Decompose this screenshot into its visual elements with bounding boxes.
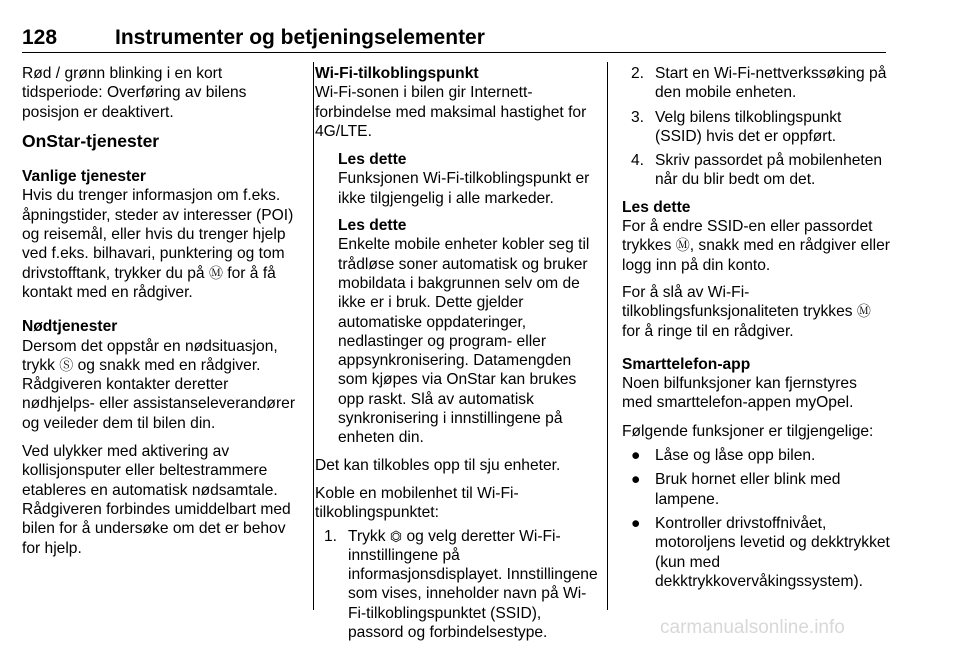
onstar-button-icon: Ⓜ [208, 264, 223, 281]
list-item: 1. Trykk ⏣ og velg deretter Wi-Fi-innstillingene på informasjonsdisplayet. Innstillingene som vises, inneholder navn på Wi-Fi-tilkoblingspunktet (SSID), passord og forbindelsestype. [324, 527, 598, 642]
step-number: 1. [324, 527, 338, 545]
list-item: ● Låse og låse opp bilen. [631, 447, 816, 465]
paragraph: Koble en mobilenhet til Wi-Fi-tilkoblingspunktet: [315, 484, 519, 522]
list-intro: Følgende funksjoner er tilgjengelige: [622, 422, 874, 440]
bullet: ● [631, 471, 641, 489]
note-box [315, 216, 599, 448]
note-text: Funksjonen Wi-Fi-tilkoblingspunkt er ikke tilgjengelig i alle markeder. [338, 170, 590, 207]
subheading-app: Smarttelefon-app [622, 355, 751, 373]
watermark: carmanualsonline.info [660, 617, 845, 638]
list-item: 3. Velg bilens tilkoblingspunkt (SSID) hvis det er oppført. [631, 108, 842, 145]
list-item: ● Bruk hornet eller blink med lampene. [631, 471, 841, 508]
note-label: Les dette [622, 198, 691, 216]
emergency-text-2: Ved ulykker med aktivering av kollisjonsputer eller beltestrammere etableres en automatisk nødsamtale. Rådgiveren forbindes umiddelbart med bilen for å undersøke om det er behov for hjelp. [22, 443, 291, 557]
regular-services-text: Hvis du trenger informasjon om f.eks. åpningstider, steder av interesser (POI) og reisemål, eller hvis du trenger hjelp ved f.eks. bilhavari, punktering og tom drivstofftank, trykker du på Ⓜ for å få kontakt med en rådgiver. [22, 187, 294, 301]
wifi-button-icon: ⏣ [389, 527, 403, 544]
step-number: 4. [631, 152, 645, 170]
subheading-emergency: Nødtjenester [22, 318, 118, 336]
note-box [315, 150, 599, 208]
paragraph: For å slå av Wi-Fi-tilkoblingsfunksjonaliteten trykkes Ⓜ for å ringe til en rådgiver. [622, 283, 871, 340]
note-box: Les dette For å endre SSID-en eller passordet trykkes Ⓜ, snakk med en rådgiver eller logg inn på din konto. [622, 198, 890, 274]
step-number: 3. [631, 108, 645, 126]
section-heading: OnStar-tjenester [22, 130, 160, 151]
app-text: Noen bilfunksjoner kan fjernstyres med smarttelefon-appen myOpel. [622, 375, 857, 412]
column-divider-1 [313, 62, 314, 610]
emergency-text: Dersom det oppstår en nødsituasjon, trykk Ⓢ og snakk med en rådgiver. Rådgiveren kontakter deretter nødhjelps- eller assistanseleverandører og veileder dem til bilen din. [22, 337, 296, 432]
note-text: Enkelte mobile enheter kobler seg til trådløse soner automatisk og bruker mobildata i bakgrunnen selv om de ikke er i bruk. Dette gjelder automatiske oppdateringer, nedlastinger og program- eller appsynkronisering. Datamengden som kjøpes via OnStar kan brukes opp raskt. Slå av automatisk synkronisering i innstillingene på enheten din. [338, 236, 590, 447]
column-2 [315, 64, 599, 647]
column-divider-2 [607, 62, 608, 610]
wifi-text: Wi-Fi-sonen i bilen gir Internett-forbindelse med maksimal hastighet for 4G/LTE. [315, 84, 587, 140]
list-item: 2. Start en Wi-Fi-nettverkssøking på den mobile enheten. [631, 65, 887, 102]
paragraph: Det kan tilkobles opp til sju enheter. [315, 456, 561, 474]
intro-paragraph: Rød / grønn blinking i en kort tidsperiode: Overføring av bilens posisjon er deaktivert. [22, 65, 247, 121]
subheading-wifi: Wi-Fi-tilkoblingspunkt [315, 65, 479, 82]
note-label: Les dette [338, 151, 407, 169]
onstar-button-icon: Ⓜ [856, 303, 871, 320]
list-item: 4. Skriv passordet på mobilenheten når du blir bedt om det. [631, 152, 883, 189]
header-divider [22, 52, 886, 53]
page-number: 128 [22, 26, 58, 49]
subheading-regular-services: Vanlige tjenester [22, 168, 146, 186]
page-title: Instrumenter og betjeningselementer [115, 26, 485, 49]
sos-button-icon: Ⓢ [59, 356, 74, 373]
column-3 [622, 64, 890, 596]
column-1 [22, 64, 304, 567]
step-number: 2. [631, 65, 645, 82]
onstar-button-icon: Ⓜ [675, 237, 690, 254]
bullet: ● [631, 514, 641, 532]
list-item: ● Kontroller drivstoffnivået, motoroljens levetid og dekktrykket (kun med dekktrykkovervåkingssystem). [631, 514, 890, 590]
bullet: ● [631, 447, 641, 465]
note-label: Les dette [338, 217, 407, 235]
